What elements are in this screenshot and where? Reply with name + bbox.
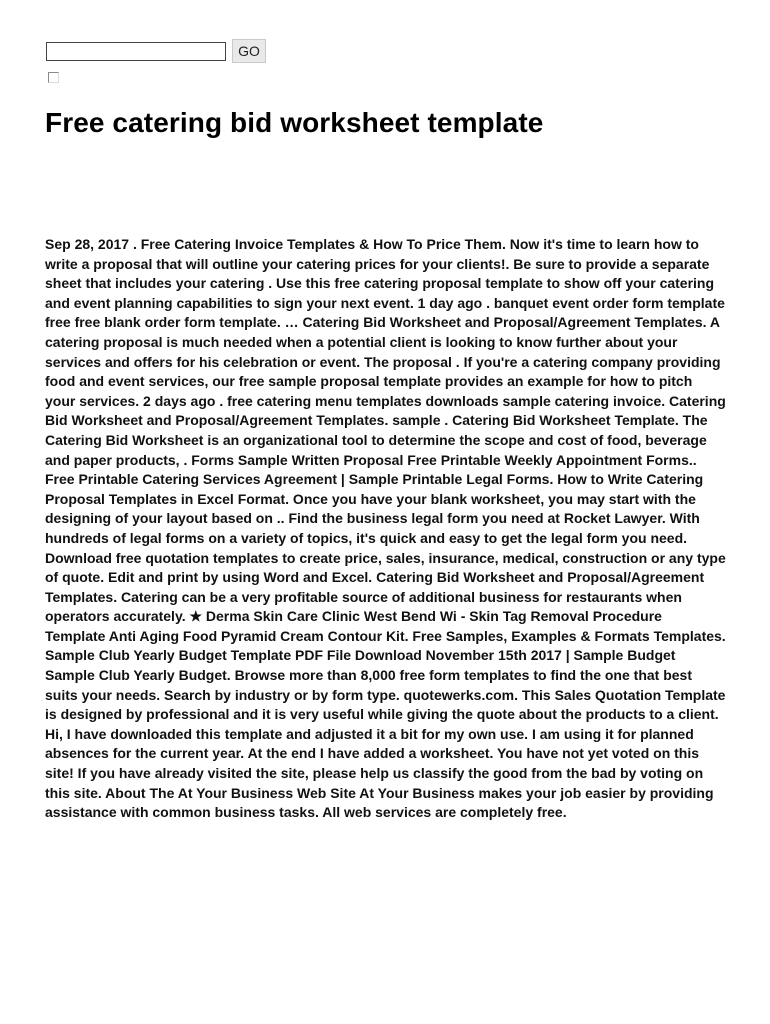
checkbox[interactable] — [48, 72, 59, 83]
page-title: Free catering bid worksheet template — [45, 107, 544, 138]
search-bar — [46, 39, 266, 63]
go-button[interactable]: GO — [232, 39, 266, 63]
search-input[interactable] — [46, 42, 226, 61]
article-body: Sep 28, 2017 . Free Catering Invoice Templates & How To Price Them. Now it's time to learn how to write a proposal that will outline your catering prices for your clients!. Be sure to provide a separate sheet that includes your catering . Use this free catering proposal template to show off your catering and event planning capabilities to sign your next event. 1 day ago . banquet event order form template free free blank order form template. … Catering Bid Worksheet and Proposal/Agreement Templates. A catering proposal is much needed when a potential client is looking to know further about your services and offers for his celebration or event. The proposal . If you're a catering company providing food and event services, our free sample proposal template provides an example for how to pitch your services. 2 days ago . free catering menu templates downloads sample catering invoice. Catering Bid Worksheet and Proposal/Agreement Templates. sample . Catering Bid Worksheet Template. The Catering Bid Worksheet is an organizational tool to determine the scope and cost of food, beverage and paper products, . Forms Sample Written Proposal Free Printable Weekly Appointment Forms.. Free Printable Catering Services Agreement | Sample Printable Legal Forms. How to Write Catering Proposal Templates in Excel Format. Once you have your blank worksheet, you may start with the designing of your layout based on .. Find the business legal form you need at Rocket Lawyer. With hundreds of legal forms on a variety of topics, it's quick and easy to get the legal form you need. Download free quotation templates to create price, sales, insurance, medical, construction or any type of quote. Edit and print by using Word and Excel. Catering Bid Worksheet and Proposal/Agreement Templates. Catering can be a very profitable source of additional business for restaurants when operators accurately. ★ Derma Skin Care Clinic West Bend Wi - Skin Tag Removal Procedure Template Anti Aging Food Pyramid Cream Contour Kit. Free Samples, Examples & Formats Templates. Sample Club Yearly Budget Template PDF File Download November 15th 2017 | Sample Budget Sample Club Yearly Budget. Browse more than 8,000 free form templates to find the one that best suits your needs. Search by industry or by form type. quotewerks.com. This Sales Quotation Template is designed by professional and it is very useful while giving the quote about the products to a client. Hi, I have downloaded this template and adjusted it a bit for my own use. I am using it for planned absences for the current year. At the end I have added a worksheet. You have not yet voted on this site! If you have already visited the site, please help us classify the good from the bad by voting on this site. About The At Your Business Web Site At Your Business makes your job easier by providing assistance with common business tasks. All web services are completely free. — [45, 236, 726, 821]
